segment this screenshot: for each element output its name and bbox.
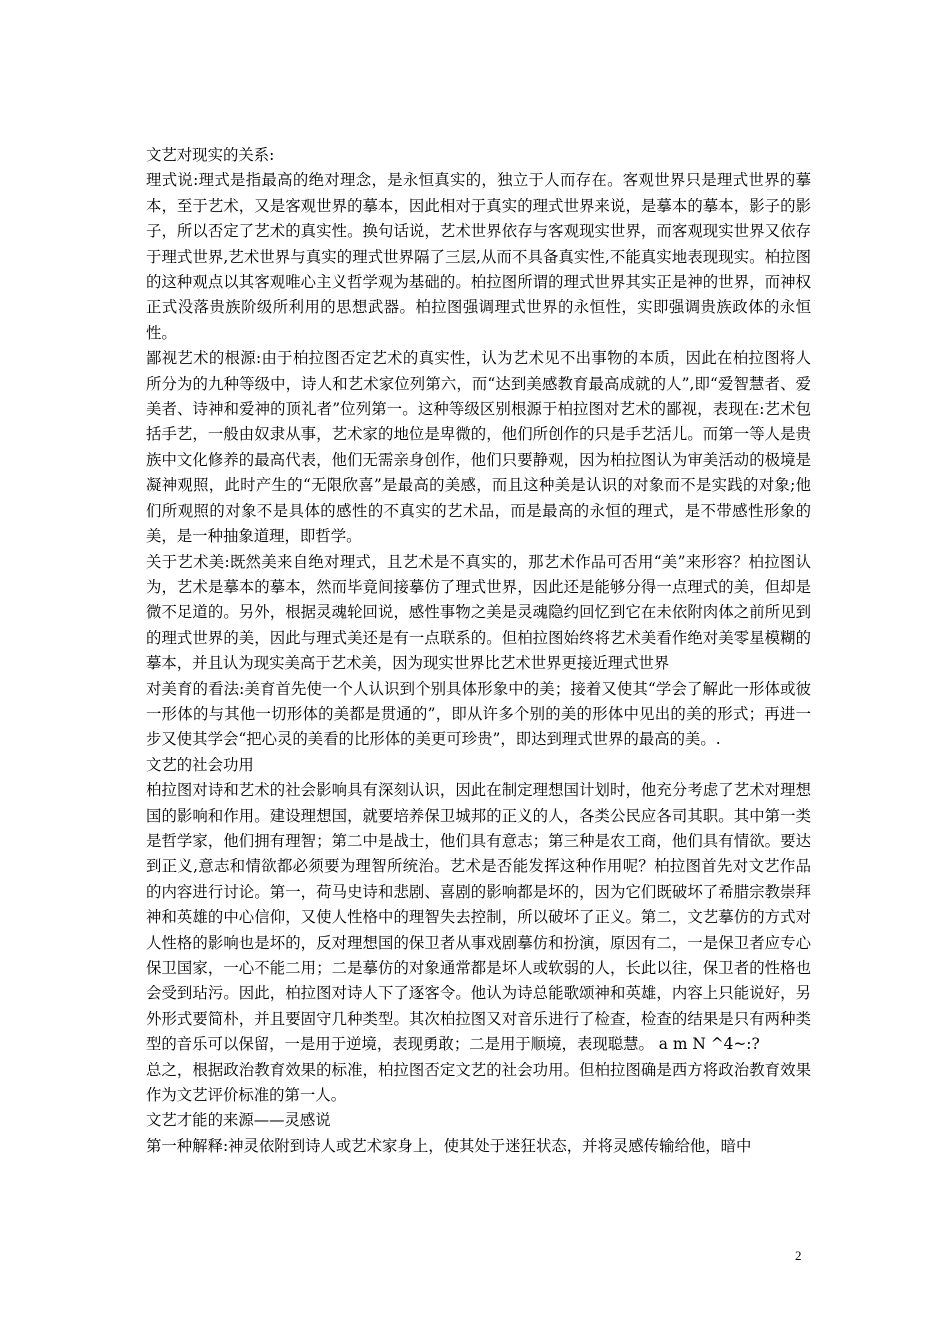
heading-art-and-reality: 文艺对现实的关系: bbox=[146, 146, 275, 164]
paragraph-social-influence: 柏拉图对诗和艺术的社会影响具有深刻认识，因此在制定理想国计划时，他充分考虑了艺术对理想国的影响和作用。建设理想国，就要培养保卫城邦的正义的人，各类公民应各司其职。其中第一类是哲学家，他们拥有理智；第二中是战士，他们具有意志；第三种是农工商，他们具有情欲。要达到正义,意志和情欲都必须要为理智所统治。艺术是否能发挥这种作用呢？柏拉图首先对文艺作品的内容进行讨论。第一，荷马史诗和悲剧、喜剧的影响都是坏的，因为它们既破坏了希腊宗教崇拜神和英雄的中心信仰，又使人性格中的理智失去控制，所以破坏了正义。第二，文艺摹仿的方式对人性格的影响也是坏的，反对理想国的保卫者从事戏剧摹仿和扮演，原因有二，一是保卫者应专心保卫国家，一心不能二用；二是摹仿的对象通常都是坏人或软弱的人，长此以往，保卫者的性格也会受到玷污。因此，柏拉图对诗人下了逐客令。他认为诗总能歌颂神和英雄，内容上只能说好，另外形式要简朴，并且要固守几种类型。其次柏拉图又对音乐进行了检查，检查的结果是只有两种类型的音乐可以保留，一是用于逆境，表现勇敢；二是用于顺境，表现聪慧。 a m N ^4~:? bbox=[146, 781, 811, 1054]
paragraph-aesthetic-education: 对美育的看法:美育首先使一个人认识到个别具体形象中的美；接着又使其“学会了解此一形体或彼一形体的与其他一切形体的美都是贯通的”，即从许多个别的美的形体中见出的美的形式；再进一步又使其学会“把心灵的美看的比形体的美更可珍贵”，即达到理式世界的最高的美。. bbox=[146, 679, 811, 749]
page-number: 2 bbox=[795, 1248, 802, 1263]
paragraph-theory-of-forms: 理式说:理式是指最高的绝对理念，是永恒真实的，独立于人而存在。客观世界只是理式世界的摹本，至于艺术，又是客观世界的摹本，因此相对于真实的理式世界来说，是摹本的摹本，影子的影子，所以否定了艺术的真实性。换句话说，艺术世界依存与客观现实世界，而客观现实世界又依存于理式世界,艺术世界与真实的理式世界隔了三层,从而不具备真实性,不能真实地表现现实。柏拉图的这种观点以其客观唯心主义哲学观为基础的。柏拉图所谓的理式世界其实正是神的世界，而神权正式没落贵族阶级所利用的思想武器。柏拉图强调理式世界的永恒性，实即强调贵族政体的永恒性。 bbox=[146, 171, 811, 342]
paragraph-conclusion: 总之，根据政治教育效果的标准，柏拉图否定文艺的社会功用。但柏拉图确是西方将政治教育效果作为文艺评价标准的第一人。 bbox=[146, 1060, 811, 1105]
document-body bbox=[146, 143, 811, 1159]
paragraph-contempt-for-art: 鄙视艺术的根源:由于柏拉图否定艺术的真实性，认为艺术见不出事物的本质，因此在柏拉图将人所分为的九种等级中，诗人和艺术家位列第六，而“达到美感教育最高成就的人”,即“爱智慧者、爱美者、诗神和爱神的顶礼者”位列第一。这种等级区别根源于柏拉图对艺术的鄙视，表现在:艺术包括手艺，一般由奴隶从事，艺术家的地位是卑微的，他们所创作的只是手艺活儿。而第一等人是贵族中文化修养的最高代表，他们无需亲身创作，他们只要静观，因为柏拉图认为审美活动的极境是凝神观照，此时产生的“无限欣喜”是最高的美感，而且这种美是认识的对象而不是实践的对象;他们所观照的对象不是具体的感性的不真实的艺术品，而是最高的永恒的理式，是不带感性形象的美，是一种抽象道理，即哲学。 bbox=[146, 349, 811, 546]
heading-social-function: 文艺的社会功用 bbox=[146, 755, 254, 774]
paragraph-artistic-beauty: 关于艺术美:既然美来自绝对理式，且艺术是不真实的，那艺术作品可否用“美”来形容？柏拉图认为，艺术是摹本的摹本，然而毕竟间接摹仿了理式世界，因此还是能够分得一点理式的美，但却是微不足道的。另外，根据灵魂轮回说，感性事物之美是灵魂隐约回忆到它在未依附肉体之前所见到的理式世界的美，因此与理式美还是有一点联系的。但柏拉图始终将艺术美看作绝对美零星模糊的摹本，并且认为现实美高于艺术美，因为现实世界比艺术世界更接近理式世界 bbox=[146, 552, 811, 673]
paragraph-first-explanation: 第一种解释:神灵依附到诗人或艺术家身上，使其处于迷狂状态，并将灵感传输给他，暗中 bbox=[146, 1136, 752, 1155]
heading-inspiration-theory: 文艺才能的来源——灵感说 bbox=[146, 1111, 331, 1130]
